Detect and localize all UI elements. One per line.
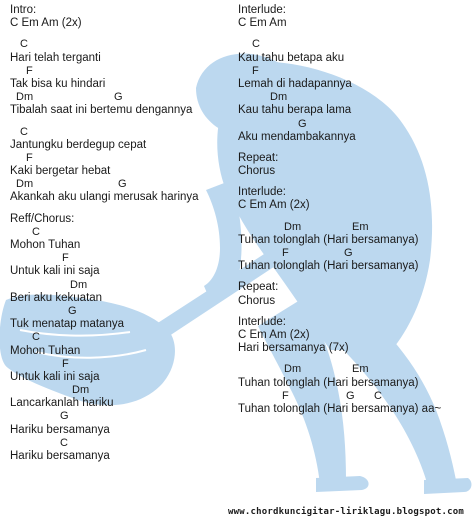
chord: G	[60, 410, 69, 423]
chord-line	[238, 363, 470, 376]
lyric-line: Kau tahu berapa lama	[238, 104, 352, 117]
interlude-chords: C Em Am	[238, 17, 287, 30]
chord-line	[10, 38, 225, 51]
chord: G	[114, 91, 123, 104]
chord: Dm	[72, 384, 90, 397]
chord: F	[62, 252, 69, 265]
lyric-line: Beri aku kekuatan	[10, 291, 103, 304]
lyric-line: Lemah di hadapannya	[238, 77, 352, 90]
chord-line	[10, 410, 225, 423]
chord: F	[282, 389, 289, 402]
chord: C	[20, 125, 28, 138]
chord: F	[282, 247, 289, 259]
chord: Em	[352, 220, 369, 233]
chord-line	[10, 384, 225, 397]
chord-line	[10, 437, 225, 450]
chord: Dm	[284, 220, 302, 233]
lyric-line: Tuk menatap matanya	[10, 318, 124, 331]
footer-url: www.chordkuncigitar-liriklagu.blogspot.com	[228, 507, 464, 517]
intro-chords: C Em Am (2x)	[10, 17, 82, 30]
chord-line	[10, 358, 225, 371]
lyric-line: Akankah aku ulangi merusak harinya	[10, 191, 199, 204]
chord: F	[26, 64, 33, 77]
chord: F	[26, 151, 33, 164]
interlude-chords: C Em Am (2x)	[238, 328, 310, 341]
chord-line	[238, 38, 470, 51]
lyric-line: Tibalah saat ini bertemu dengannya	[10, 104, 193, 117]
chord: G	[118, 178, 127, 191]
lyric-line: Hari bersamanya (7x)	[238, 342, 349, 355]
interlude-label: Interlude:	[238, 4, 286, 16]
chord-line	[238, 65, 470, 78]
silhouette-foot-front	[316, 476, 369, 492]
intro-label: Intro:	[10, 4, 37, 16]
chord-line	[238, 247, 470, 260]
repeat-value: Chorus	[238, 165, 276, 178]
chord: G	[298, 117, 307, 130]
chord: C	[32, 331, 40, 344]
chord: Dm	[16, 91, 34, 104]
chord: C	[252, 38, 260, 51]
chord: F	[62, 357, 69, 370]
chord-line	[10, 279, 225, 292]
interlude-chords: C Em Am (2x)	[238, 199, 310, 212]
chord: Dm	[70, 278, 88, 291]
interlude-label: Interlude:	[238, 315, 286, 328]
chord-line	[10, 226, 225, 239]
lyric-line: Tuhan tolonglah (Hari bersamanya)	[238, 376, 419, 389]
lyric-line: Hariku bersamanya	[10, 423, 110, 436]
reff-label: Reff/Chorus:	[10, 212, 75, 225]
chord-line	[10, 65, 225, 78]
left-column	[10, 4, 225, 463]
chord: C	[20, 38, 28, 51]
chord: Dm	[16, 178, 34, 191]
lyric-line: Tuhan tolonglah (Hari bersamanya)	[238, 260, 419, 273]
repeat-value: Chorus	[238, 294, 276, 307]
chord: Dm	[284, 363, 302, 376]
lyric-line: Tuhan tolonglah (Hari bersamanya)	[238, 233, 419, 246]
chord: F	[252, 64, 259, 77]
interlude-label: Interlude:	[238, 186, 286, 199]
lyric-line: Jantungku berdegup cepat	[10, 138, 147, 151]
lyric-line: Mohon Tuhan	[10, 239, 81, 251]
chord-line	[238, 221, 470, 234]
chord-line	[238, 118, 470, 131]
repeat-label: Repeat:	[238, 151, 279, 164]
lyric-line: Aku mendambakannya	[238, 130, 356, 143]
chord-line	[10, 126, 225, 139]
lyric-line: Kaki bergetar hebat	[10, 165, 111, 178]
repeat-label: Repeat:	[238, 281, 279, 294]
silhouette-foot-back	[424, 478, 471, 494]
lyric-line: Mohon Tuhan	[10, 344, 81, 357]
chord-line	[10, 331, 225, 344]
lyric-line: Untuk kali ini saja	[10, 370, 100, 383]
lyric-line: Kau tahu betapa aku	[238, 51, 345, 64]
lyric-line: Tak bisa ku hindari	[10, 77, 106, 90]
chord: G	[344, 247, 353, 259]
chord-line	[238, 91, 470, 104]
lyric-line: Tuhan tolonglah (Hari bersamanya) aa~	[238, 402, 442, 415]
lyric-line: Hariku bersamanya	[10, 450, 110, 462]
chord: Em	[352, 363, 369, 376]
chord-line	[10, 178, 225, 191]
lyric-line: Lancarkanlah hariku	[10, 397, 114, 410]
chord: C	[374, 389, 382, 402]
chord: C	[32, 225, 40, 238]
lyric-line: Hari telah terganti	[10, 51, 101, 64]
chord-line	[10, 91, 225, 104]
chord: G	[68, 304, 77, 317]
right-column	[238, 4, 470, 416]
chord: G	[346, 389, 355, 402]
chord: Dm	[270, 91, 288, 104]
chord-line	[10, 152, 225, 165]
chord-line	[10, 305, 225, 318]
chord-line	[10, 252, 225, 265]
lyric-line: Untuk kali ini saja	[10, 265, 100, 278]
chord: C	[60, 436, 68, 449]
chord-line	[238, 390, 470, 403]
